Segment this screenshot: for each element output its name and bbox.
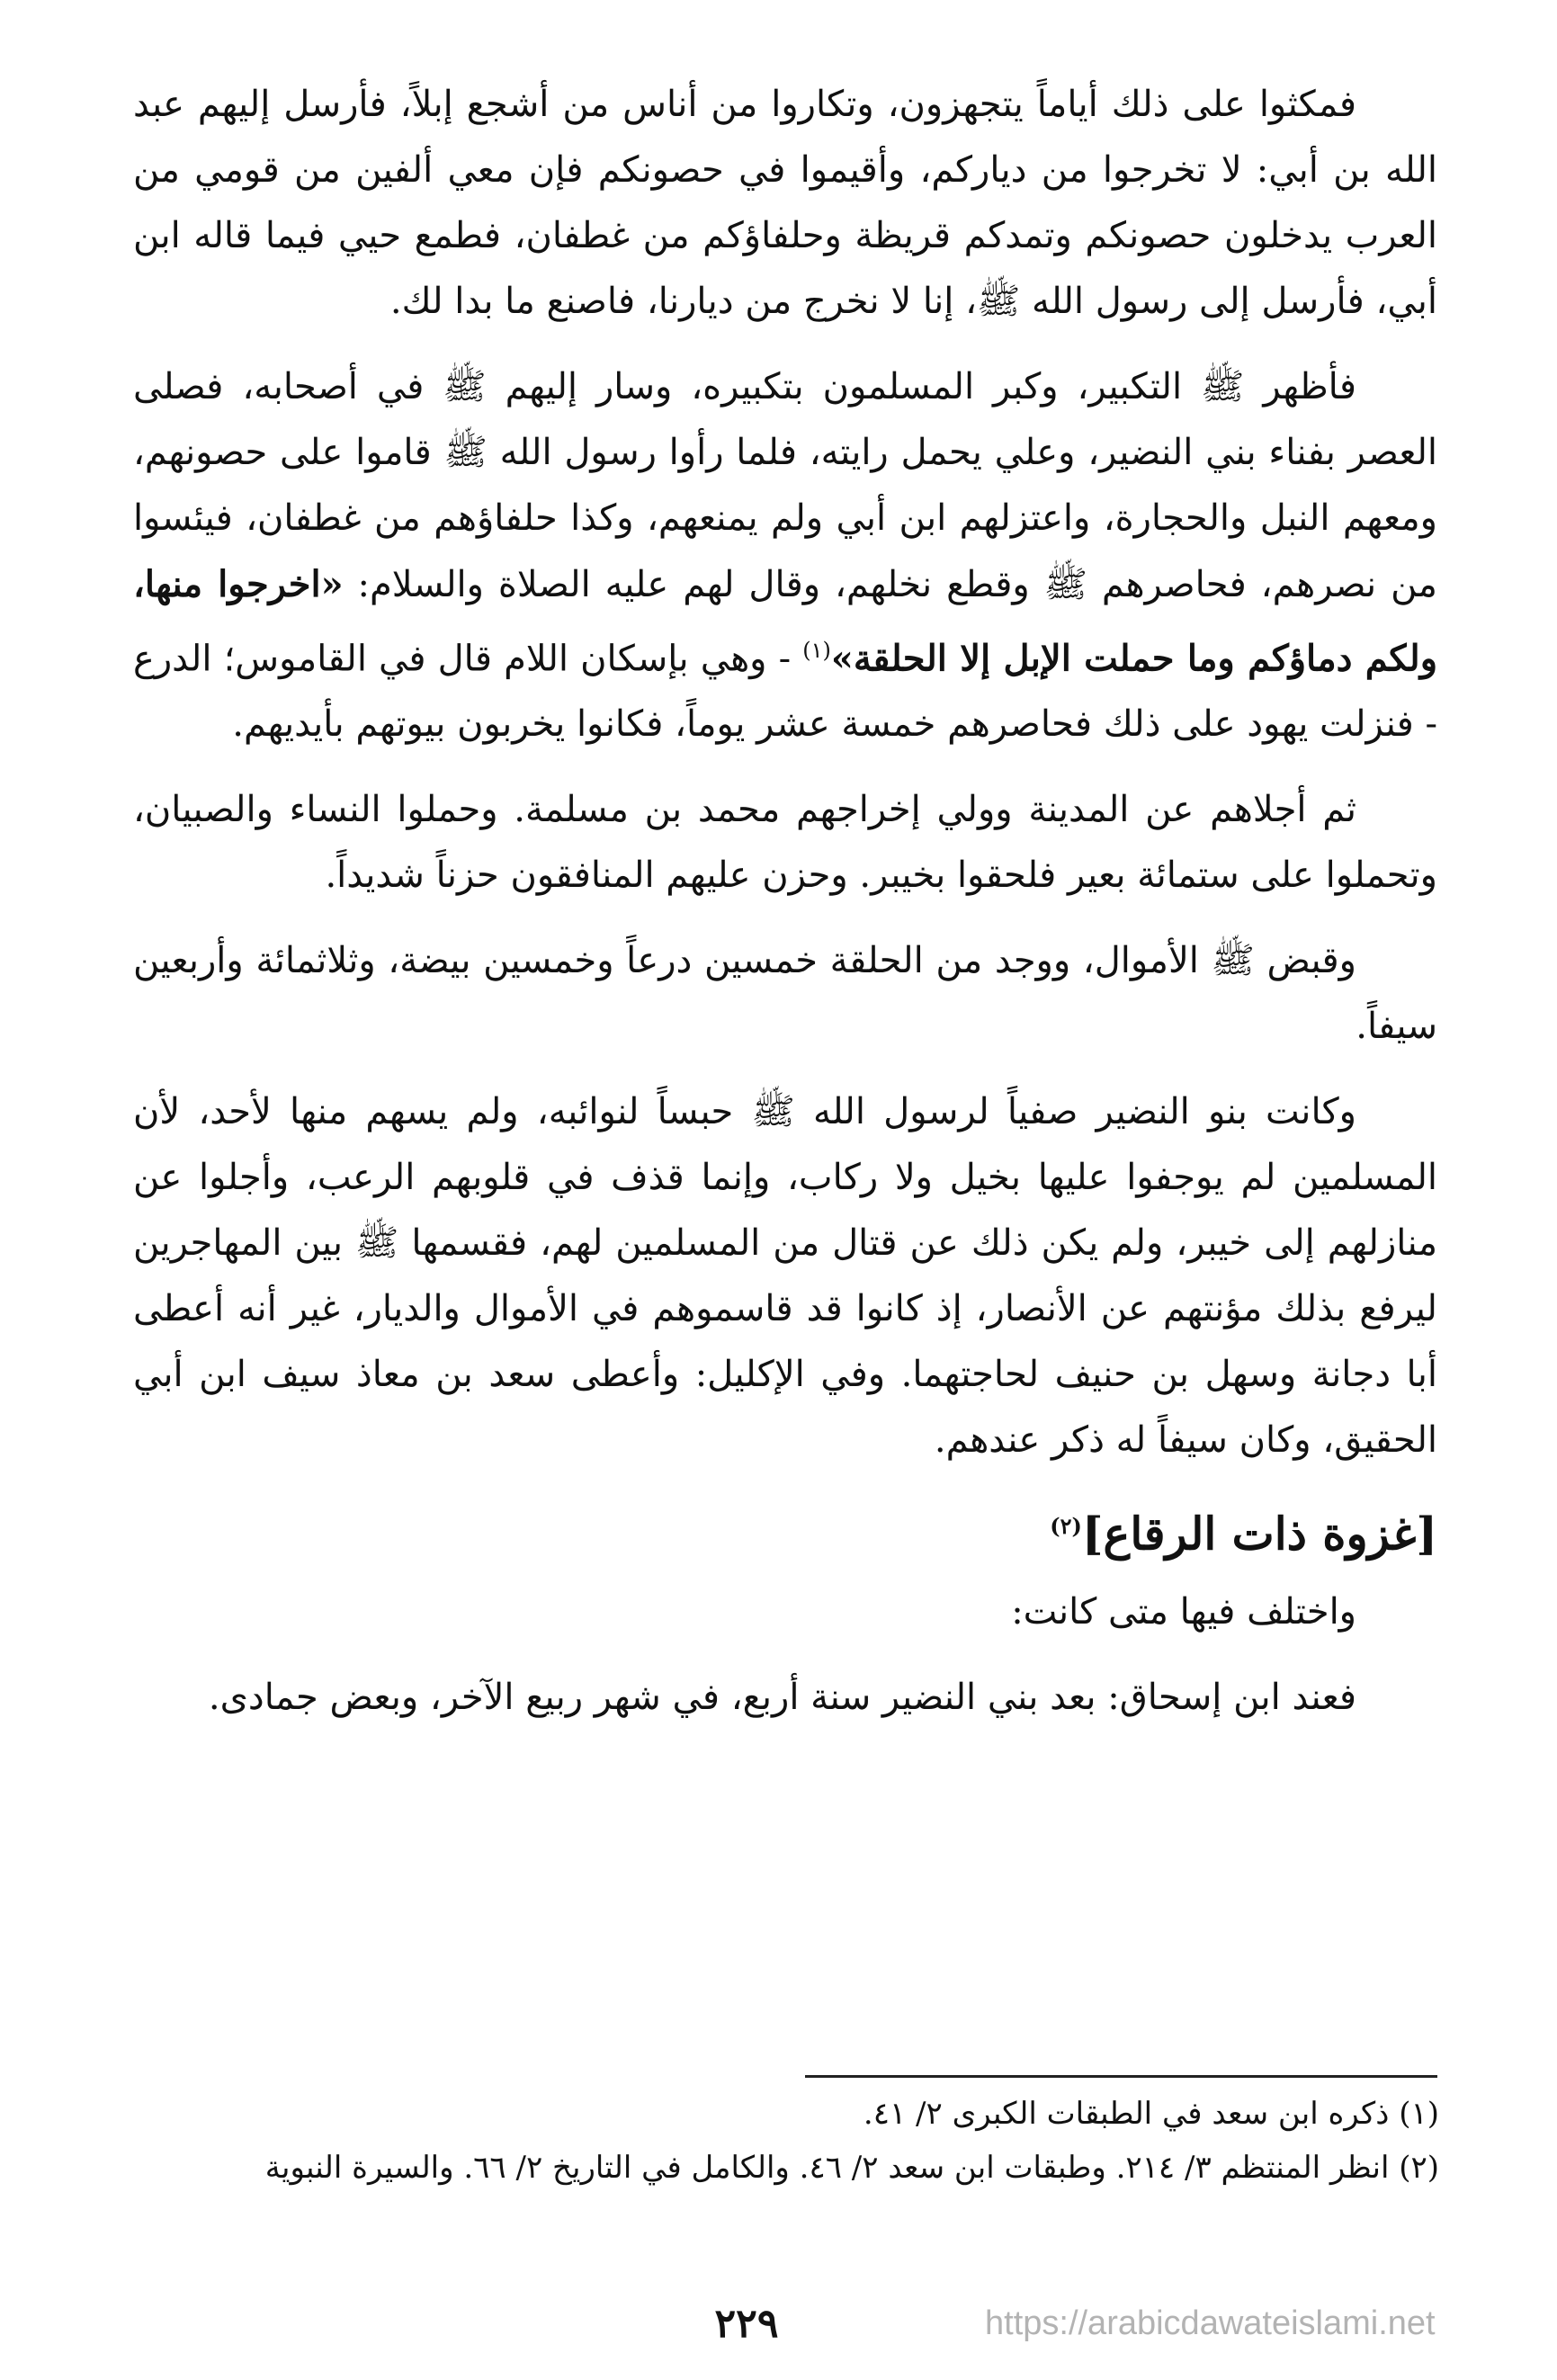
section-heading <box>133 1493 1437 1567</box>
paragraph: فعند ابن إسحاق: بعد بني النضير سنة أربع، في شهر ربيع الآخر، وبعض جمادى. <box>208 1676 1356 1718</box>
footnotes <box>117 2087 1439 2195</box>
footnote: (١) ذكره ابن سعد في الطبقات الكبرى ٢/ ٤١. <box>863 2096 1439 2132</box>
watermark-url: https://arabicdawateislami.net <box>985 2304 1436 2342</box>
footnote-marker: (٢) <box>1050 1513 1082 1540</box>
section-heading-title: [غزوة ذات الرقاع] <box>1081 1507 1437 1561</box>
paragraph: ثم أجلاهم عن المدينة وولي إخراجهم محمد بن مسلمة. وحملوا النساء والصبيان، وتحملوا على ستمائة بعير فلحقوا بخيبر. وحزن عليهم المنافقون حزناً شديداً. <box>133 789 1437 897</box>
paragraph: وقبض ﷺ الأموال، ووجد من الحلقة خمسين درعاً وخمسين بيضة، وثلاثمائة وأربعين سيفاً. <box>133 940 1437 1048</box>
main-text <box>133 72 1437 1750</box>
paragraph-text: - وهي بإسكان اللام قال في القاموس؛ الدرع - فنزلت يهود على ذلك فحاصرهم خمسة عشر يوماً، فكانوا يخربون بيوتهم بأيديهم. <box>133 638 1437 746</box>
hadith-quote: «اخرجوا منها، ولكم دماؤكم وما حملت الإبل إلا الحلقة» <box>133 563 1438 680</box>
paragraph-text: فأظهر ﷺ التكبير، وكبر المسلمون بتكبيره، وسار إليهم ﷺ في أصحابه، فصلى العصر بفناء بني النضير، وعلي يحمل رايته، فلما رأوا رسول الله ﷺ قاموا على حصونهم، ومعهم النبل والحجارة، واعتزلهم ابن أبي ولم يمنعهم، وكذا حلفاؤهم من غطفان، فيئسوا من نصرهم، فحاصرهم ﷺ وقطع نخلهم، وقال لهم عليه الصلاة والسلام: <box>133 366 1437 605</box>
footnote-marker: (١) <box>802 638 831 663</box>
paragraph: فمكثوا على ذلك أياماً يتجهزون، وتكاروا من أناس من أشجع إبلاً، فأرسل إليهم عبد الله بن أبي: لا تخرجوا من دياركم، وأقيموا في حصونكم فإن معي ألفين من قومي من العرب يدخلون حصونكم وتمدكم قريظة وحلفاؤكم من غطفان، فطمع حيي فيما قاله ابن أبي، فأرسل إلى رسول الله ﷺ، إنا لا نخرج من ديارنا، فاصنع ما بدا لك. <box>133 84 1437 322</box>
footnote: (٢) انظر المنتظم ٣/ ٢١٤. وطبقات ابن سعد ٢/ ٤٦. والكامل في التاريخ ٢/ ٦٦. والسيرة النبوية <box>264 2150 1439 2186</box>
paragraph: واختلف فيها متى كانت: <box>1011 1590 1356 1633</box>
footnote-separator <box>805 2075 1437 2078</box>
paragraph <box>133 354 1437 757</box>
page-number: ٢٢٩ <box>714 2301 779 2347</box>
paragraph: وكانت بنو النضير صفياً لرسول الله ﷺ حبساً لنوائبه، ولم يسهم منها لأحد، لأن المسلمين لم يوجفوا عليها بخيل ولا ركاب، وإنما قذف في قلوبهم الرعب، وأجلوا عن منازلهم إلى خيبر، ولم يكن ذلك عن قتال من المسلمين لهم، فقسمها ﷺ بين المهاجرين ليرفع بذلك مؤنتهم عن الأنصار، إذ كانوا قد قاسموهم في الأموال والديار، غير أنه أعطى أبا دجانة وسهل بن حنيف لحاجتهما. وفي الإكليل: وأعطى سعد بن معاذ سيف ابن أبي الحقيق، وكان سيفاً له ذكر عندهم. <box>133 1091 1437 1462</box>
